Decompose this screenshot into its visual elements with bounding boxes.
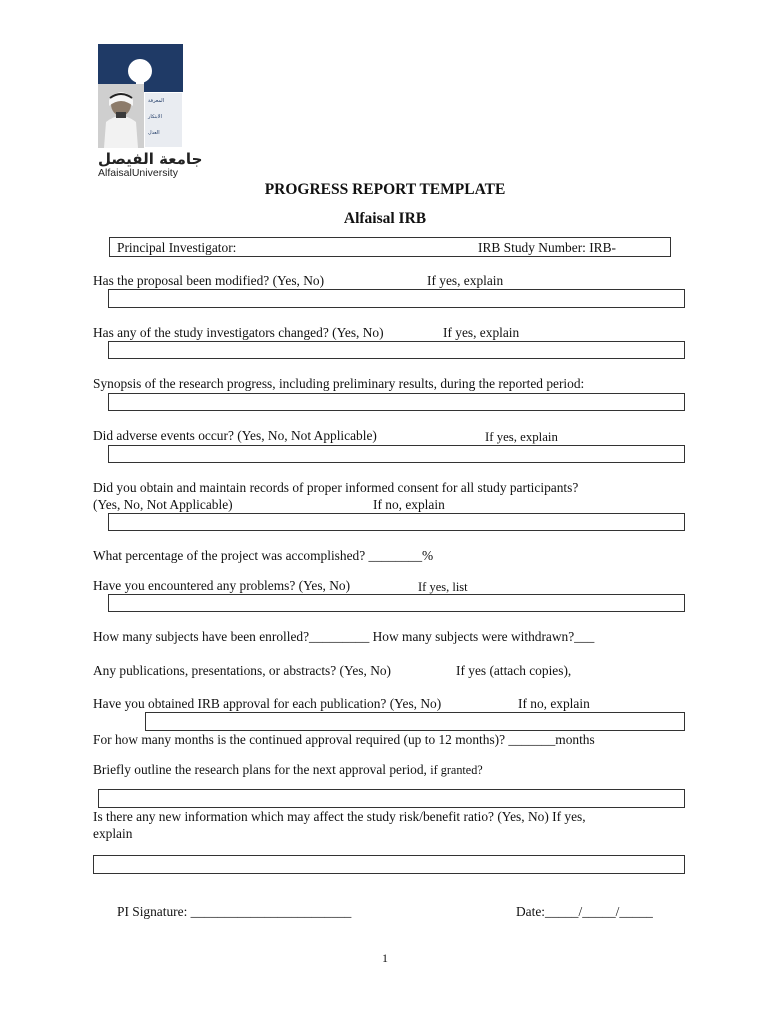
question-percentage-accomplished: What percentage of the project was accomplished? ________% bbox=[93, 548, 434, 563]
date-field[interactable]: Date:_____/_____/_____ bbox=[516, 904, 653, 919]
question-continued-approval-months: For how many months is the continued approval required (up to 12 months)? _______months bbox=[93, 732, 595, 747]
question-informed-consent-options: (Yes, No, Not Applicable) bbox=[93, 497, 233, 512]
question-research-plans: Briefly outline the research plans for the next approval period, if granted? bbox=[93, 762, 483, 777]
research-plans-answer-field[interactable] bbox=[98, 789, 685, 808]
question-irb-approval-publication: Have you obtained IRB approval for each publication? (Yes, No) bbox=[93, 696, 442, 711]
question-proposal-modified: Has the proposal been modified? (Yes, No) bbox=[93, 273, 325, 288]
page-title: PROGRESS REPORT TEMPLATE bbox=[264, 181, 506, 198]
question-proposal-modified-explain: If yes, explain bbox=[427, 273, 504, 288]
question-adverse-events-explain: If yes, explain bbox=[485, 430, 558, 444]
pi-signature-field[interactable]: PI Signature: ________________________ bbox=[117, 904, 352, 919]
question-adverse-events: Did adverse events occur? (Yes, No, Not Applicable) bbox=[93, 428, 377, 443]
informed-consent-answer-field[interactable] bbox=[108, 513, 685, 531]
logo-panel-line-2: الابتكار bbox=[148, 114, 162, 120]
risk-benefit-answer-field[interactable] bbox=[93, 855, 685, 874]
synopsis-answer-field[interactable] bbox=[108, 393, 685, 411]
page-subtitle: Alfaisal IRB bbox=[343, 210, 427, 227]
question-informed-consent-explain: If no, explain bbox=[373, 497, 445, 512]
question-informed-consent: Did you obtain and maintain records of proper informed consent for all study participants? bbox=[93, 480, 579, 495]
pi-label: Principal Investigator: bbox=[117, 240, 237, 255]
irb-approval-answer-field[interactable] bbox=[145, 712, 685, 731]
study-number-label: IRB Study Number: IRB- bbox=[478, 240, 616, 255]
question-investigators-changed-explain: If yes, explain bbox=[443, 325, 520, 340]
question-synopsis: Synopsis of the research progress, including preliminary results, during the reported period: bbox=[93, 376, 585, 391]
adverse-events-answer-field[interactable] bbox=[108, 445, 685, 463]
question-subjects-enrolled-withdrawn: How many subjects have been enrolled?_________ How many subjects were withdrawn?___ bbox=[93, 629, 595, 644]
question-publications-attach: If yes (attach copies), bbox=[456, 663, 572, 678]
investigators-changed-answer-field[interactable] bbox=[108, 341, 685, 359]
question-risk-benefit: Is there any new information which may affect the study risk/benefit ratio? (Yes, No) If yes, bbox=[93, 809, 586, 824]
question-risk-benefit-explain: explain bbox=[93, 826, 133, 841]
question-investigators-changed: Has any of the study investigators changed? (Yes, No) bbox=[93, 325, 384, 340]
university-logo bbox=[98, 44, 183, 148]
question-irb-approval-explain: If no, explain bbox=[518, 696, 590, 711]
logo-english-name: AlfaisalUniversity bbox=[98, 167, 178, 179]
question-publications: Any publications, presentations, or abstracts? (Yes, No) bbox=[93, 663, 392, 678]
proposal-modified-answer-field[interactable] bbox=[108, 289, 685, 308]
problems-answer-field[interactable] bbox=[108, 594, 685, 612]
logo-emblem-icon bbox=[98, 44, 183, 148]
logo-panel-line-3: العدل bbox=[148, 130, 160, 136]
logo-panel-line-1: المعرفة bbox=[148, 98, 165, 104]
question-problems-list: If yes, list bbox=[418, 580, 468, 594]
logo-arabic-name: جامعة الفيصل bbox=[98, 150, 203, 168]
question-problems: Have you encountered any problems? (Yes, No) bbox=[93, 578, 351, 593]
page-number: 1 bbox=[382, 951, 388, 965]
